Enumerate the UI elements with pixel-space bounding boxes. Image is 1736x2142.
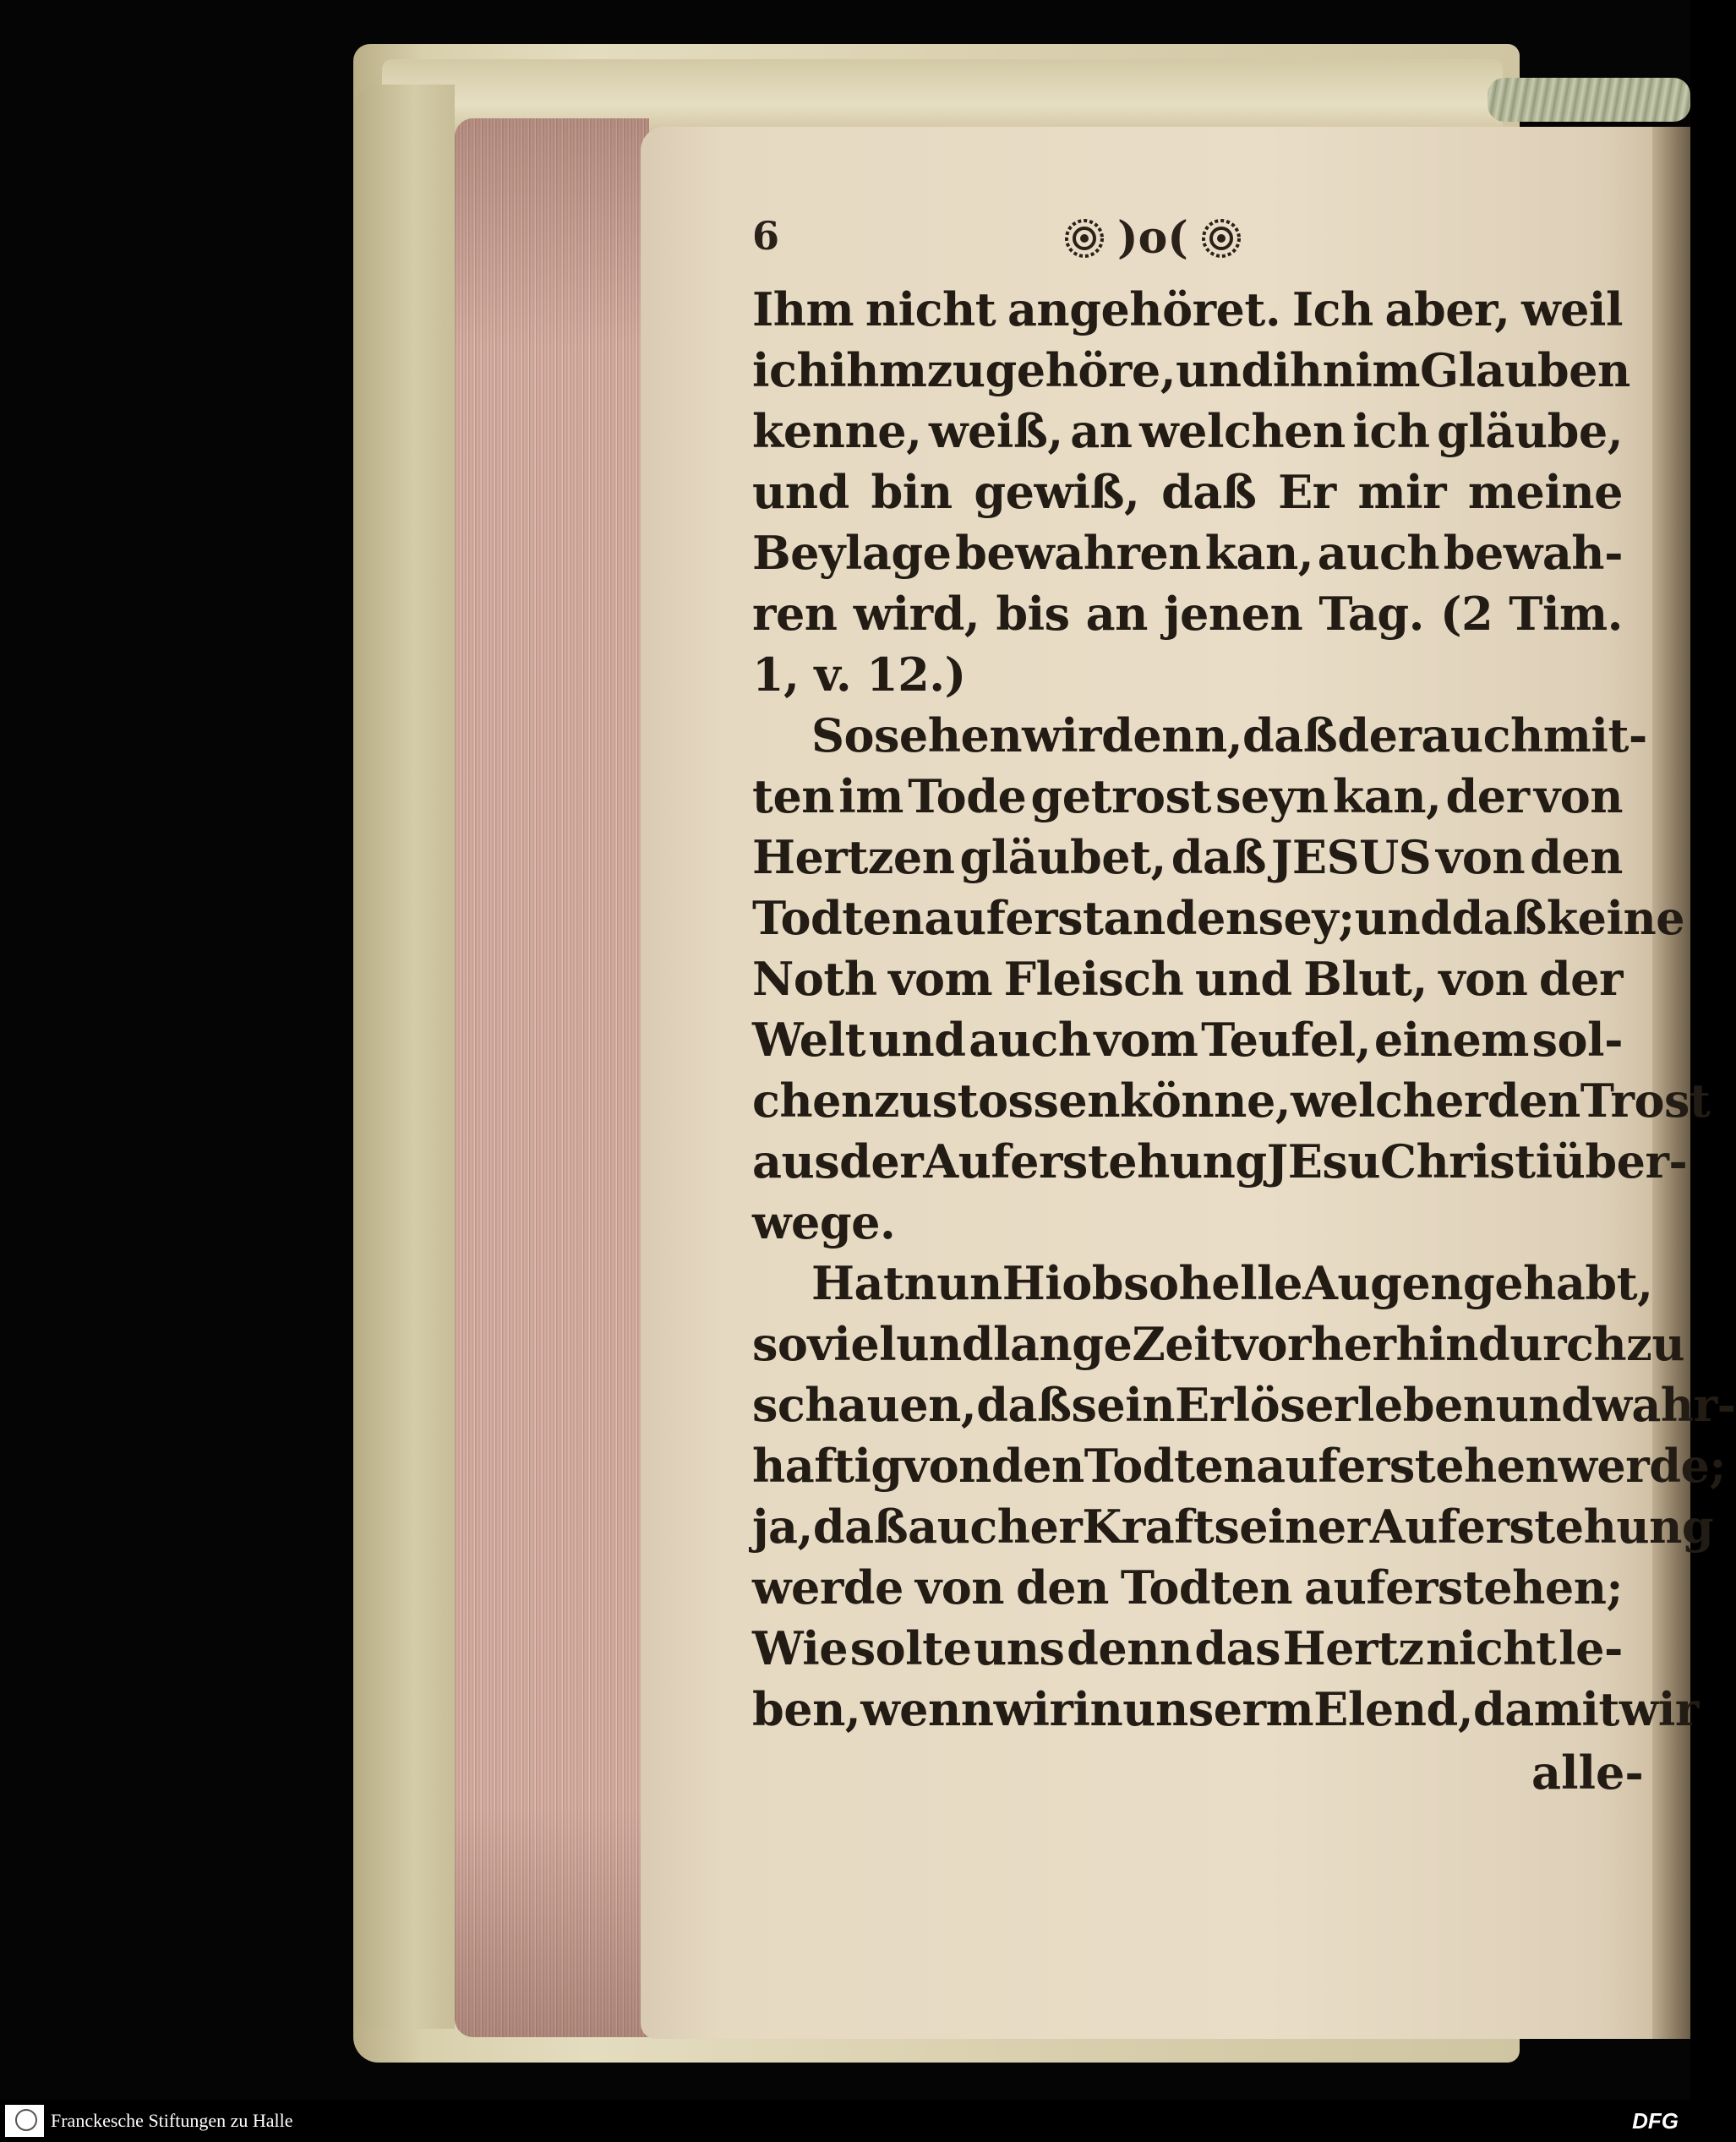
text-line xyxy=(752,1618,1623,1679)
institution-logo-emblem-icon xyxy=(15,2109,37,2131)
word: Er xyxy=(1278,465,1336,519)
dfg-logo: DFG xyxy=(1632,2108,1679,2134)
word: Kraft xyxy=(1082,1500,1215,1554)
word: ren xyxy=(752,587,838,641)
word: das xyxy=(1194,1621,1280,1675)
word: hindurch xyxy=(1395,1317,1627,1371)
word: sein xyxy=(1071,1378,1176,1432)
text-line xyxy=(752,279,1623,340)
word: welcher xyxy=(1291,1074,1488,1128)
word: meine xyxy=(1467,465,1623,519)
text-line xyxy=(752,766,1623,827)
word: Todten xyxy=(752,891,925,945)
text-line xyxy=(752,340,1630,401)
text-line xyxy=(752,948,1623,1009)
word: auch xyxy=(908,1500,1030,1554)
word: weil xyxy=(1521,282,1623,336)
text-line xyxy=(752,522,1623,583)
word: Christi xyxy=(1380,1134,1553,1188)
word: keine xyxy=(1546,891,1685,945)
word: kan, xyxy=(1332,769,1442,823)
word: zugehöre, xyxy=(926,343,1176,397)
word: und xyxy=(1495,1378,1593,1432)
text-line xyxy=(752,1435,1726,1496)
text-line xyxy=(752,1496,1714,1557)
word: Zeit xyxy=(1132,1317,1231,1371)
text-line xyxy=(752,1374,1736,1435)
word: mit- xyxy=(1542,708,1647,762)
word: Teufel, xyxy=(1201,1013,1372,1067)
word: leben xyxy=(1357,1378,1496,1432)
word: gläube, xyxy=(1437,404,1623,458)
word: v. xyxy=(814,648,852,702)
word: Elend, xyxy=(1313,1682,1474,1736)
word: vom xyxy=(888,952,993,1006)
word: kan, xyxy=(1204,526,1314,580)
word: nicht xyxy=(1426,1621,1557,1675)
word: gehabt, xyxy=(1463,1256,1653,1310)
word: weiß, xyxy=(929,404,1063,458)
word: der xyxy=(839,1134,924,1188)
word: gläubet, xyxy=(959,830,1166,884)
word: und xyxy=(868,1013,966,1067)
word: 1, xyxy=(752,648,800,702)
word: zustossen xyxy=(873,1074,1120,1128)
word: von xyxy=(914,1560,1005,1615)
word: an xyxy=(1085,587,1148,641)
word: jenen xyxy=(1163,587,1303,641)
text-line xyxy=(752,1314,1685,1374)
word: lange xyxy=(992,1317,1133,1371)
word: vom xyxy=(1094,1013,1198,1067)
word: im xyxy=(1355,343,1420,397)
text-line xyxy=(752,888,1685,948)
word: und xyxy=(1354,891,1452,945)
word: So xyxy=(811,708,875,762)
word: Welt xyxy=(752,1013,866,1067)
word: sol- xyxy=(1531,1013,1623,1067)
text-line xyxy=(752,705,1647,766)
word: damit xyxy=(1473,1682,1619,1736)
word: bis xyxy=(996,587,1070,641)
rosette-ornament-icon xyxy=(1063,217,1105,260)
word: und xyxy=(1176,343,1273,397)
word: sey; xyxy=(1258,891,1355,945)
word: daß xyxy=(1161,465,1257,519)
word: den xyxy=(991,1439,1084,1493)
header-ornament-text: )o( xyxy=(1117,212,1188,264)
word: Fleisch xyxy=(1003,952,1184,1006)
word: denn xyxy=(1067,1621,1193,1675)
word: Trost xyxy=(1580,1074,1711,1128)
word: viel xyxy=(807,1317,897,1371)
word: im xyxy=(838,769,903,823)
word: aber, xyxy=(1384,282,1510,336)
word: den xyxy=(1487,1074,1580,1128)
text-line xyxy=(752,827,1623,888)
word: Hiob xyxy=(1002,1256,1124,1310)
word: den xyxy=(1016,1560,1109,1615)
word: Tim. xyxy=(1509,587,1623,641)
bookmark-ribbon xyxy=(1488,78,1690,122)
cover-spine-edge xyxy=(353,85,455,2029)
word: bewah- xyxy=(1443,526,1623,580)
text-line xyxy=(752,1131,1688,1192)
word: getrost xyxy=(1030,769,1211,823)
word: von xyxy=(1436,830,1526,884)
word: welchen xyxy=(1139,404,1346,458)
word: ihn xyxy=(1272,343,1356,397)
word: angehöret. xyxy=(1007,282,1281,336)
word: auferstanden xyxy=(924,891,1258,945)
word: auch xyxy=(1317,526,1440,580)
word: Blut, xyxy=(1303,952,1428,1006)
text-line xyxy=(752,401,1623,462)
word: schauen, xyxy=(752,1378,977,1432)
word: vorher xyxy=(1231,1317,1396,1371)
word: Todten xyxy=(1120,1560,1293,1615)
word: auch xyxy=(969,1013,1091,1067)
word: nun xyxy=(903,1256,1002,1310)
text-line xyxy=(752,462,1623,522)
word: Tag. xyxy=(1318,587,1424,641)
word: ten xyxy=(752,769,835,823)
word: mir xyxy=(1357,465,1447,519)
word: wird, xyxy=(853,587,980,641)
word: Noth xyxy=(752,952,877,1006)
word: JEsu xyxy=(1266,1134,1381,1188)
word: Hat xyxy=(811,1256,904,1310)
word: Hertz xyxy=(1282,1621,1424,1675)
word: zu xyxy=(1626,1317,1685,1371)
word: Ihm xyxy=(752,282,854,336)
word: wenn xyxy=(860,1682,994,1736)
word: ja, xyxy=(752,1500,813,1554)
word: bin xyxy=(871,465,953,519)
word: den xyxy=(1530,830,1623,884)
text-line xyxy=(752,583,1623,644)
text-line xyxy=(752,644,1623,705)
word: in xyxy=(1073,1682,1123,1736)
institution-name: Franckesche Stiftungen zu Halle xyxy=(51,2110,293,2131)
word: der xyxy=(1445,769,1530,823)
word: wir xyxy=(993,1682,1073,1736)
word: werde; xyxy=(1558,1439,1726,1493)
text-line xyxy=(752,1253,1653,1314)
word: le- xyxy=(1559,1621,1623,1675)
word: Hertzen xyxy=(752,830,955,884)
word: seiner xyxy=(1214,1500,1370,1554)
word: denn, xyxy=(1101,708,1243,762)
word: solte xyxy=(849,1621,972,1675)
word: der xyxy=(1337,708,1422,762)
word: werde xyxy=(752,1560,903,1615)
word: nicht xyxy=(865,282,996,336)
text-line xyxy=(752,1070,1711,1131)
text-line xyxy=(752,1009,1623,1070)
word: Augen xyxy=(1302,1256,1464,1310)
word: ich xyxy=(1352,404,1430,458)
text-line xyxy=(752,1192,1623,1253)
word: einem xyxy=(1373,1013,1529,1067)
word: wege. xyxy=(752,1195,896,1249)
word: er xyxy=(1029,1500,1083,1554)
word: daß xyxy=(1171,830,1266,884)
word: ich xyxy=(752,343,830,397)
word: von xyxy=(902,1439,991,1493)
word: aus xyxy=(752,1134,840,1188)
word: Tode xyxy=(908,769,1027,823)
page-text xyxy=(752,279,1736,1740)
word: uns xyxy=(974,1621,1065,1675)
word: daß xyxy=(1242,708,1338,762)
word: und xyxy=(896,1317,993,1371)
word: ihm xyxy=(829,343,927,397)
word: bewahren xyxy=(955,526,1202,580)
word: Auferstehung xyxy=(1369,1500,1714,1554)
catchword: alle- xyxy=(1531,1746,1644,1800)
word: Ich xyxy=(1291,282,1373,336)
word: ben, xyxy=(752,1682,861,1736)
word: daß xyxy=(812,1500,909,1554)
word: unserm xyxy=(1122,1682,1314,1736)
word: Todten xyxy=(1084,1439,1257,1493)
word: könne, xyxy=(1119,1074,1291,1128)
word: so xyxy=(752,1317,808,1371)
word: wir xyxy=(1022,708,1102,762)
page-edges-shade xyxy=(455,118,649,2037)
word: von xyxy=(1533,769,1623,823)
page-number: 6 xyxy=(752,213,780,259)
word: und xyxy=(752,465,849,519)
word: auch xyxy=(1421,708,1543,762)
word: gewiß, xyxy=(974,465,1140,519)
word: Glauben xyxy=(1420,343,1630,397)
rosette-ornament-icon xyxy=(1200,217,1242,260)
word: kenne, xyxy=(752,404,922,458)
word: sehen xyxy=(874,708,1023,762)
word: JESUS xyxy=(1270,830,1432,884)
word: der xyxy=(1538,952,1623,1006)
word: daß xyxy=(1451,891,1547,945)
word: daß xyxy=(976,1378,1072,1432)
word: Erlöser xyxy=(1175,1378,1357,1432)
word: an xyxy=(1070,404,1133,458)
word: so xyxy=(1123,1256,1179,1310)
word: seyn xyxy=(1215,769,1329,823)
word: Beylage xyxy=(752,526,952,580)
word: von xyxy=(1438,952,1528,1006)
word: auferstehen; xyxy=(1304,1560,1623,1615)
word: (2 xyxy=(1440,587,1493,641)
word: über- xyxy=(1552,1134,1688,1188)
word: wir xyxy=(1619,1682,1699,1736)
word: Wie xyxy=(752,1621,849,1675)
text-line xyxy=(752,1557,1623,1618)
word: wahr- xyxy=(1592,1378,1736,1432)
word: helle xyxy=(1178,1256,1302,1310)
word: und xyxy=(1194,952,1292,1006)
word: chen xyxy=(752,1074,874,1128)
word: auferstehen xyxy=(1256,1439,1559,1493)
text-line xyxy=(752,1679,1699,1740)
word: Auferstehung xyxy=(923,1134,1267,1188)
header-ornament xyxy=(1063,213,1242,264)
word: haftig xyxy=(752,1439,903,1493)
word: 12.) xyxy=(866,648,966,702)
